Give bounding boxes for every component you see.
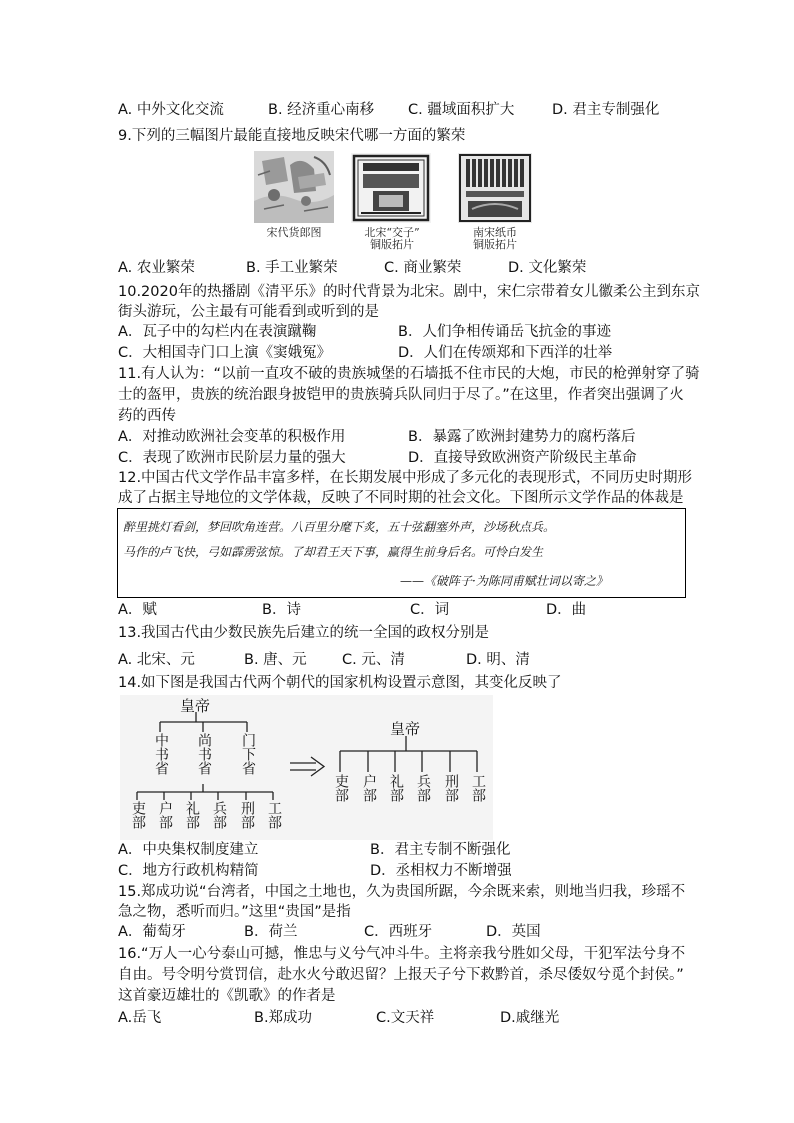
q12-option-b[interactable]: B．诗 xyxy=(262,602,301,618)
right-ministry-bing: 兵部 xyxy=(415,774,431,802)
q16-option-b[interactable]: B.郑成功 xyxy=(254,1010,313,1026)
left-ministry-li: 吏部 xyxy=(130,801,146,829)
right-ministry-hu: 户部 xyxy=(361,774,377,802)
q12-option-c[interactable]: C．词 xyxy=(410,602,450,618)
left-ministry-gong: 工部 xyxy=(266,801,282,829)
q10-option-b[interactable]: B．人们争相传诵岳飞抗金的事迹 xyxy=(398,324,611,340)
poem-box xyxy=(117,508,686,598)
q16-stem-line2: 自由。号令明兮赏罚信，赴水火兮敢迟留？上报天子兮下救黔首，杀尽倭奴兮觅个封侯。” xyxy=(118,967,684,983)
q8-option-a[interactable]: A. 中外文化交流 xyxy=(118,102,224,118)
q10-stem-line1: 10.2020年的热播剧《清平乐》的时代背景为北宋。剧中，宋仁宗带着女儿徽柔公主到东京 xyxy=(118,284,700,300)
q14-diagram xyxy=(120,695,493,840)
southern-song-paper-money-image xyxy=(458,153,532,223)
q16-stem-line3: 这首豪迈雄壮的《凯歌》的作者是 xyxy=(118,988,336,1004)
left-ministry-xing: 刑部 xyxy=(239,801,255,829)
q14-option-b[interactable]: B．君主专制不断强化 xyxy=(370,842,511,858)
q8-option-c[interactable]: C. 疆域面积扩大 xyxy=(408,102,515,118)
q12-stem-line1: 12.中国古代文学作品丰富多样，在长期发展中形成了多元化的表现形式，不同历史时期形 xyxy=(118,470,693,486)
q15-option-d[interactable]: D．英国 xyxy=(486,924,541,940)
poem-source: ——《破阵子·为陈同甫赋壮词以寄之》 xyxy=(400,574,608,588)
poem-line-1: 醉里挑灯看剑，梦回吹角连营。八百里分麾下炙，五十弦翻塞外声，沙场秋点兵。 xyxy=(123,520,556,534)
q15-stem-line1: 15.郑成功说“台湾者，中国之土地也，久为贵国所踞，今余既来索，则地当归我，珍瑶不 xyxy=(118,884,686,900)
q11-option-d[interactable]: D．直接导致欧洲资产阶级民主革命 xyxy=(408,450,637,466)
right-emperor-label: 皇帝 xyxy=(390,720,421,738)
right-ministry-gong: 工部 xyxy=(470,774,486,802)
q11-stem-line2: 士的盔甲，贵族的统治跟身披铠甲的贵族骑兵队同归于尽了。”在这里，作者突出强调了火 xyxy=(118,387,684,403)
q9-caption-2-line1: 北宋“交子” xyxy=(364,226,420,239)
q15-option-c[interactable]: C．西班牙 xyxy=(364,924,433,940)
q16-option-c[interactable]: C.文天祥 xyxy=(376,1010,435,1026)
q10-option-d[interactable]: D．人们在传颂郑和下西洋的壮举 xyxy=(398,345,613,361)
q15-stem-line2: 急之物，悉听而归。”这里“贵国”是指 xyxy=(118,904,351,920)
left-secretariat-shangshu: 尚书省 xyxy=(196,733,212,775)
q12-stem-line2: 成了占据主导地位的文学体裁，反映了不同时期的社会文化。下图所示文学作品的体裁是 xyxy=(118,490,684,506)
q12-option-d[interactable]: D．曲 xyxy=(546,602,587,618)
q9-stem: 9.下列的三幅图片最能直接地反映宋代哪一方面的繁荣 xyxy=(118,128,466,144)
q9-option-b[interactable]: B. 手工业繁荣 xyxy=(246,260,338,276)
q16-option-a[interactable]: A.岳飞 xyxy=(118,1010,162,1026)
q12-option-a[interactable]: A．赋 xyxy=(118,602,157,618)
q11-option-c[interactable]: C．表现了欧洲市民阶层力量的强大 xyxy=(118,450,346,466)
q13-option-b[interactable]: B. 唐、元 xyxy=(244,652,307,668)
q14-option-c[interactable]: C．地方行政机构精简 xyxy=(118,863,259,879)
q10-stem-line2: 街头游玩，公主最有可能看到或听到的是 xyxy=(118,304,379,320)
q8-option-d[interactable]: D. 君主专制强化 xyxy=(552,102,660,118)
q13-option-c[interactable]: C. 元、清 xyxy=(342,652,405,668)
right-ministry-li: 吏部 xyxy=(333,774,349,802)
q11-stem-line3: 药的西传 xyxy=(118,408,176,424)
q13-stem: 13.我国古代由少数民族先后建立的统一全国的政权分别是 xyxy=(118,625,490,641)
left-ministry-bing: 兵部 xyxy=(211,801,227,829)
q9-option-a[interactable]: A. 农业繁荣 xyxy=(118,260,195,276)
huolang-painting-image xyxy=(254,151,334,223)
q10-option-a[interactable]: A．瓦子中的勾栏内在表演蹴鞠 xyxy=(118,324,317,340)
q9-caption-2-line2: 铜版拓片 xyxy=(370,238,414,251)
jiaozi-rubbing-image xyxy=(351,153,431,223)
q9-option-d[interactable]: D. 文化繁荣 xyxy=(508,260,587,276)
left-secretariat-menxia: 门下省 xyxy=(240,733,256,775)
q13-option-d[interactable]: D. 明、清 xyxy=(466,652,530,668)
left-ministry-hu: 户部 xyxy=(157,801,173,829)
poem-line-2: 马作的卢飞快，弓如霹雳弦惊。了却君王天下事，赢得生前身后名。可怜白发生 xyxy=(123,545,544,559)
q14-option-d[interactable]: D．丞相权力不断增强 xyxy=(370,863,512,879)
q14-stem: 14.如下图是我国古代两个朝代的国家机构设置示意图，其变化反映了 xyxy=(118,675,562,691)
q15-option-a[interactable]: A．葡萄牙 xyxy=(118,924,186,940)
q16-option-d[interactable]: D.戚继光 xyxy=(500,1010,560,1026)
q11-stem-line1: 11.有人认为：“以前一直攻不破的贵族城堡的石墙抵不住市民的大炮，市民的枪弹射穿了骑 xyxy=(118,366,700,382)
q10-option-c[interactable]: C．大相国寺门口上演《窦娥冤》 xyxy=(118,345,332,361)
q11-option-a[interactable]: A．对推动欧洲社会变革的积极作用 xyxy=(118,429,346,445)
left-ministry-rites: 礼部 xyxy=(184,801,200,829)
right-ministry-xing: 刑部 xyxy=(443,774,459,802)
q15-option-b[interactable]: B．荷兰 xyxy=(244,924,298,940)
q14-option-a[interactable]: A．中央集权制度建立 xyxy=(118,842,259,858)
q9-option-c[interactable]: C. 商业繁荣 xyxy=(384,260,462,276)
q8-option-b[interactable]: B. 经济重心南移 xyxy=(268,102,375,118)
q13-option-a[interactable]: A. 北宋、元 xyxy=(118,652,195,668)
q11-option-b[interactable]: B．暴露了欧洲封建势力的腐朽落后 xyxy=(408,429,636,445)
right-ministry-rites: 礼部 xyxy=(388,774,404,802)
q9-caption-3-line2: 铜版拓片 xyxy=(473,238,517,251)
q9-caption-3-line1: 南宋纸币 xyxy=(473,226,517,239)
left-emperor-label: 皇帝 xyxy=(180,697,211,715)
q16-stem-line1: 16.“万人一心兮泰山可撼，惟忠与义兮气冲斗牛。主将亲我兮胜如父母，干犯军法兮身不 xyxy=(118,946,686,962)
left-secretariat-zhongshu: 中书省 xyxy=(153,733,169,775)
q9-caption-1: 宋代货郎图 xyxy=(266,226,322,239)
